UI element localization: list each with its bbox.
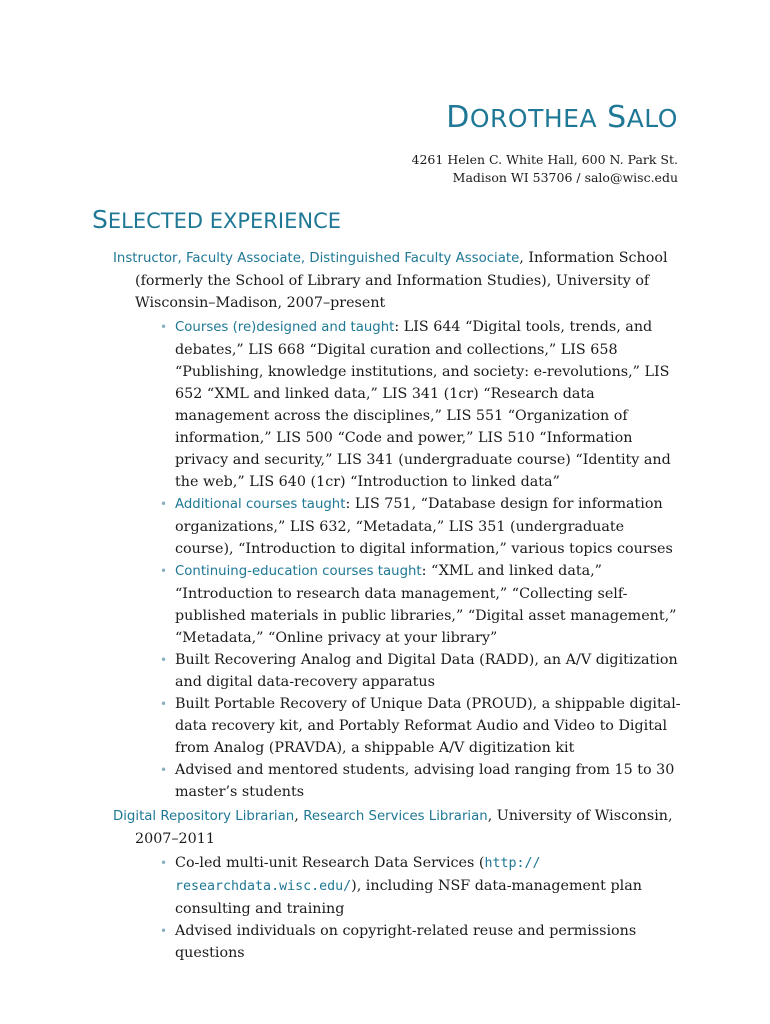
bullet-item xyxy=(160,759,683,803)
contact-address xyxy=(412,151,678,187)
bullet-item xyxy=(160,852,683,920)
person-name xyxy=(446,100,678,135)
bullet-text: : “XML and linked data,” “Introduction to research data management,” “Collecting self-published materials in public libraries,” “Digital asset management,” “Metadata,” “Online privacy at your library” xyxy=(175,563,677,646)
name-first-initial: D xyxy=(446,100,470,135)
section-title xyxy=(92,205,341,234)
bullet-item xyxy=(160,493,683,560)
entry-bullets xyxy=(113,316,683,803)
bullet-item xyxy=(160,693,683,759)
bullet-item xyxy=(160,920,683,964)
entry-details: , Information School (formerly the School of Library and Information Studies), University of Wisconsin–Madison, 2007–present xyxy=(135,250,668,311)
bullet-text: Advised and mentored students, advising load ranging from 15 to 30 master’s students xyxy=(175,762,675,800)
bullet-text: : LIS 644 “Digital tools, trends, and debates,” LIS 668 “Digital curation and collections,” LIS 658 “Publishing, knowledge institutions, and society: e-revolutions,” LIS 652 “XML and linked data,” LIS 341 (1cr) “Research data management across the disciplines,” LIS 551 “Organization of information,” LIS 500 “Code and power,” LIS 510 “Information privacy and security,” LIS 341 (undergraduate course) “Identity and the web,” LIS 640 (1cr) “Introduction to linked data” xyxy=(175,319,671,490)
experience-list xyxy=(113,247,683,966)
experience-entry xyxy=(113,247,683,314)
bullet-icon: • xyxy=(160,763,168,777)
research-data-link[interactable]: http:// researchdata.wisc.edu/ xyxy=(175,856,541,894)
section-title-initial: S xyxy=(92,205,108,234)
bullet-icon: • xyxy=(160,856,168,870)
bullet-text: Built Portable Recovery of Unique Data (PROUD), a shippable digital-data recovery kit, and Portably Reformat Audio and Video to Digital from Analog (PRAVDA), a shippable A/V digitization kit xyxy=(175,696,681,756)
entry-role-primary: Digital Repository Librarian xyxy=(113,809,295,824)
bullet-label: Additional courses taught xyxy=(175,497,346,512)
bullet-item xyxy=(160,649,683,693)
bullet-icon: • xyxy=(160,497,168,511)
bullet-item xyxy=(160,560,683,649)
bullet-item xyxy=(160,316,683,493)
entry-bullets xyxy=(113,852,683,964)
address-line-2: Madison WI 53706 / salo@wisc.edu xyxy=(452,170,678,185)
bullet-icon: • xyxy=(160,924,168,938)
experience-entry xyxy=(113,805,683,850)
bullet-label: Courses (re)designed and taught xyxy=(175,320,395,335)
address-line-1: 4261 Helen C. White Hall, 600 N. Park St. xyxy=(411,152,678,167)
bullet-icon: • xyxy=(160,564,168,578)
section-title-rest: ELECTED EXPERIENCE xyxy=(107,209,341,233)
name-last-initial: S xyxy=(607,100,627,135)
bullet-text-post: ), including NSF data-management plan consulting and training xyxy=(175,878,642,917)
name-last-rest: ALO xyxy=(626,104,678,133)
bullet-icon: • xyxy=(160,697,168,711)
entry-details: , University of Wisconsin, 2007–2011 xyxy=(135,808,673,847)
entry-role-separator: , xyxy=(294,808,304,824)
entry-roles: Instructor, Faculty Associate, Distinguished Faculty Associate xyxy=(113,251,520,266)
name-first-rest: OROTHEA xyxy=(469,104,598,133)
bullet-icon: • xyxy=(160,320,168,334)
bullet-text: : LIS 751, “Database design for information organizations,” LIS 632, “Metadata,” LIS 351 (undergraduate course), “Introduction to digital information,” various topics courses xyxy=(175,496,673,557)
bullet-text-pre: Co-led multi-unit Research Data Services ( xyxy=(175,855,485,871)
bullet-label: Continuing-education courses taught xyxy=(175,564,422,579)
bullet-icon: • xyxy=(160,653,168,667)
entry-role-secondary: Research Services Librarian xyxy=(303,809,488,824)
bullet-text: Advised individuals on copyright-related reuse and permissions questions xyxy=(175,923,637,961)
bullet-text: Built Recovering Analog and Digital Data (RADD), an A/V digitization and digital data-recovery apparatus xyxy=(175,652,678,690)
